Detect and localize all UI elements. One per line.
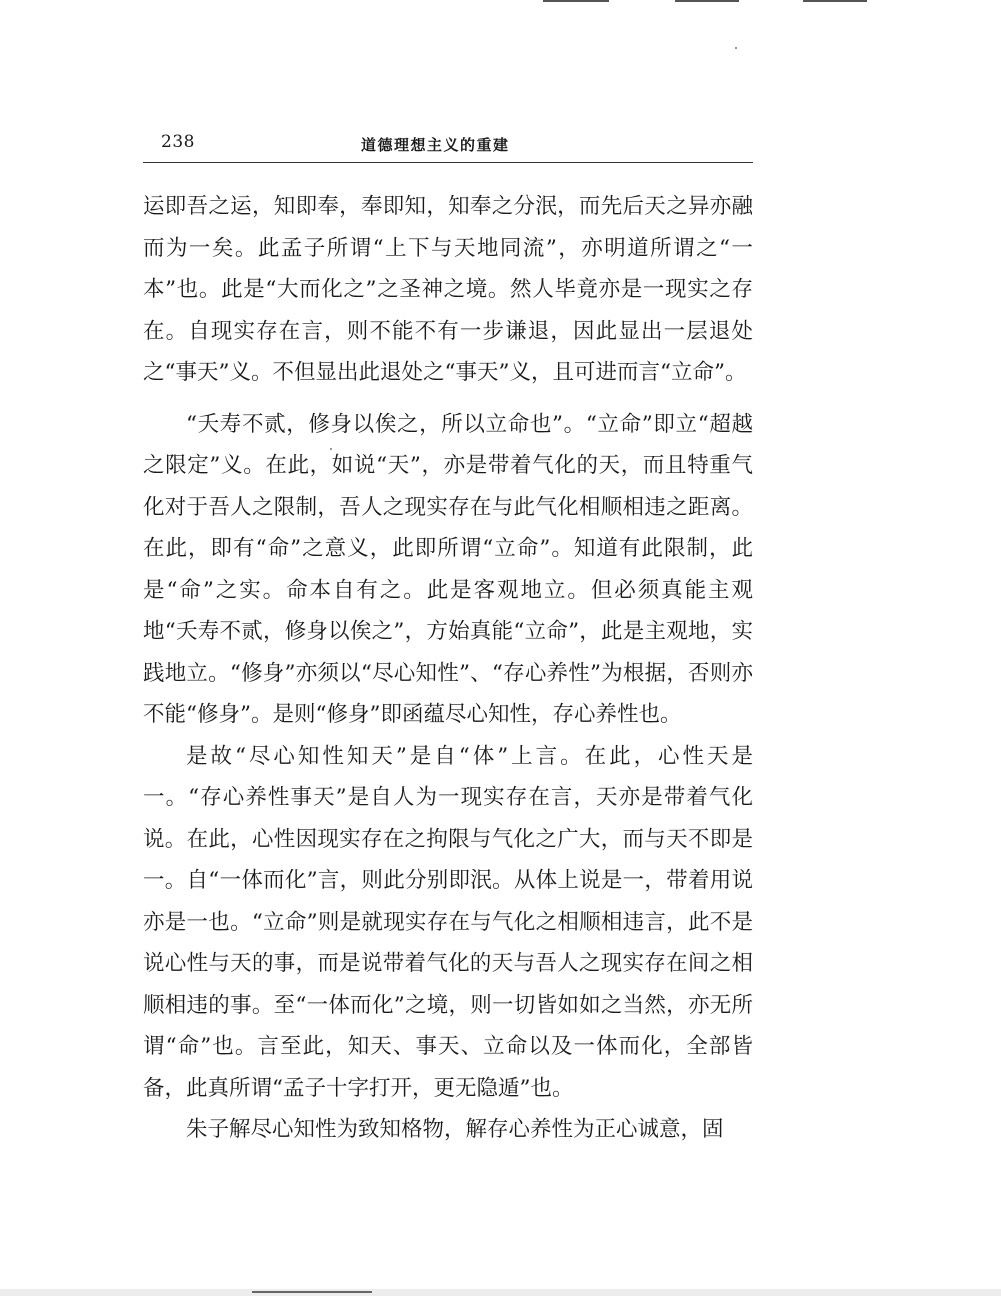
running-title: 道德理想主义的重建 (361, 136, 510, 154)
paragraph-3: 是故“尽心知性知天”是自“体”上言。在此，心性天是一。“存心养性事天”是自人为一现实存在言，天亦是带着气化说。在此，心性因现实存在之拘限与气化之广大，而与天不即是一。自“一体而化”言，则此分别即泯。从体上说是一，带着用说亦是一也。“立命”则是就现实存在与气化之相顺相违言，此不是说心性与天的事，而是说带着气化的天与吾人之现实存在间之相顺相违的事。至“一体而化”之境，则一切皆如如之当然，亦无所谓“命”也。言至此，知天、事天、立命以及一体而化，全部皆备，此真所谓“孟子十字打开，更无隐遁”也。 (143, 743, 753, 1101)
page-header (143, 128, 753, 163)
page-number: 238 (161, 132, 195, 152)
top-edge-rule-1 (543, 0, 609, 2)
paragraph-1: 运即吾之运，知即奉，奉即知，知奉之分泯，而先后天之异亦融而为一矣。此孟子所谓“上下与天地同流”，亦明道所谓之“一本”也。此是“大而化之”之圣神之境。然人毕竟亦是一现实之存在。自现实存在言，则不能不有一步谦退，因此显出一层退处之“事天”义。不但显出此退处之“事天”义，且可进而言“立命”。 (143, 194, 753, 385)
bottom-scan-band (0, 1289, 1001, 1296)
top-edge-rule-2 (675, 0, 739, 2)
paragraph-4: 朱子解尽心知性为致知格物，解存心养性为正心诚意，固 (186, 1117, 724, 1142)
top-edge-rule-3 (803, 0, 867, 2)
bottom-edge-rule (252, 1291, 372, 1293)
paragraph-2: “夭寿不贰，修身以俟之，所以立命也”。“立命”即立“超越之限定”义。在此，如说“天”，亦是带着气化的天，而且特重气化对于吾人之限制，吾人之现实存在与此气化相顺相违之距离。在此，即有“命”之意义，此即所谓“立命”。知道有此限制，此是“命”之实。命本自有之。此是客观地立。但必须真能主观地“夭寿不贰，修身以俟之”，方始真能“立命”，此是主观地，实践地立。“修身”亦须以“尽心知性”、“存心养性”为根据，否则亦不能“修身”。是则“修身”即函蕴尽心知性，存心养性也。 (143, 411, 753, 727)
body-text (143, 186, 753, 1151)
scan-speck (735, 47, 737, 49)
